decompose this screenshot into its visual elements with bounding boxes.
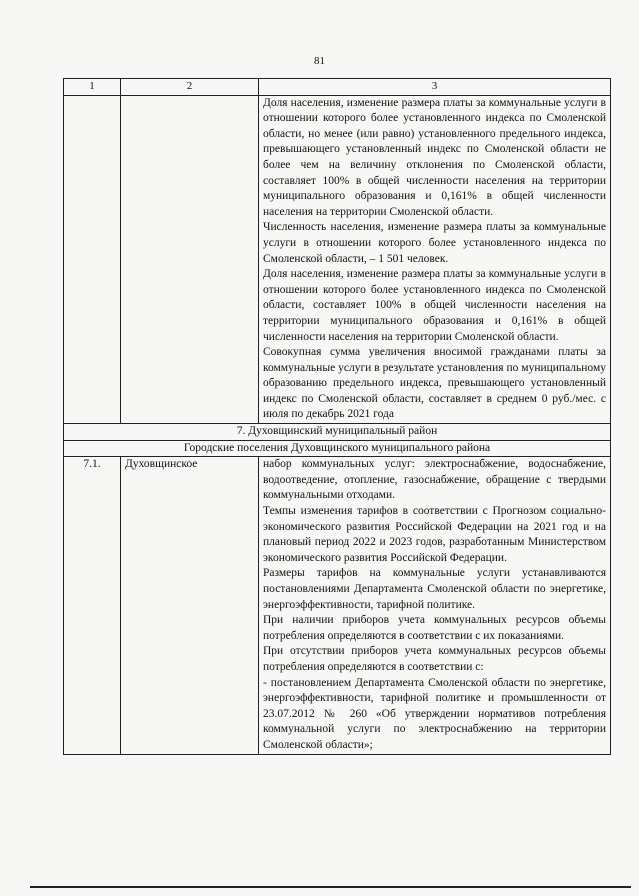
continued-cell-text	[259, 95, 611, 423]
paragraph: При отсутствии приборов учета коммунальных ресурсов объемы потребления определяются в соответствии с:	[263, 645, 606, 673]
column-header-2: 2	[121, 79, 259, 96]
paragraph: набор коммунальных услуг: электроснабжение, водоснабжение, водоотведение, отопление, газоснабжение, обращение с твердыми коммунальными отходами.	[263, 458, 606, 502]
page-number: 81	[314, 55, 325, 67]
paragraph: При наличии приборов учета коммунальных ресурсов объемы потребления определяются в соответствии с их показаниями.	[263, 614, 606, 642]
document-table	[63, 78, 611, 755]
column-header-1: 1	[64, 79, 121, 96]
subsection-row	[64, 440, 611, 457]
row-number: 7.1.	[64, 457, 121, 754]
table-row	[64, 457, 611, 754]
continued-row	[64, 95, 611, 423]
table-header-row	[64, 79, 611, 96]
paragraph: Численность населения, изменение размера платы за коммунальные услуги в отношении которого более установленного индекса по Смоленской области, – 1 501 человек.	[263, 221, 606, 265]
column-header-3: 3	[259, 79, 611, 96]
paragraph: Доля населения, изменение размера платы за коммунальные услуги в отношении которого более установленного индекса по Смоленской области, но менее (или равно) установленного предельного индекса, превышающего установленный индекс по Смоленской области не более чем на величину отклонения по Смоленской области, составляет 100% в общей численности населения на территории муниципального образования и 0,161% в общей численности населения на территории Смоленской области.	[263, 96, 606, 218]
section-title: 7. Духовщинский муниципальный район	[64, 424, 611, 441]
paragraph: Доля населения, изменение размера платы за коммунальные услуги в отношении которого более установленного индекса по Смоленской области, составляет 100% в общей численности населения на территории муниципального образования и 0,161% в общей численности населения на территории Смоленской области.	[263, 268, 606, 343]
paragraph: Размеры тарифов на коммунальные услуги устанавливаются постановлениями Департамента Смоленской области по энергетике, энергоэффективности, тарифной политике.	[263, 567, 606, 611]
continued-cell-number	[64, 95, 121, 423]
continued-cell-name	[121, 95, 259, 423]
page-bottom-rule	[30, 886, 631, 888]
row-description	[259, 457, 611, 754]
paragraph: - постановлением Департамента Смоленской области по энергетике, энергоэффективности, тарифной политике и промышленности от 23.07.2012 № 260 «Об утверждении нормативов потребления коммунальной услуги по электроснабжению на территории Смоленской области»;	[263, 676, 606, 751]
paragraph: Совокупная сумма увеличения вносимой гражданами платы за коммунальные услуги в результате установления по муниципальному образованию предельного индекса, превышающего установленный индекс по Смоленской области, составляет в среднем 0 руб./мес. с июля по декабрь 2021 года	[263, 346, 606, 421]
section-row	[64, 424, 611, 441]
subsection-title: Городские поселения Духовщинского муниципального района	[64, 440, 611, 457]
settlement-name: Духовщинское	[121, 457, 259, 754]
paragraph: Темпы изменения тарифов в соответствии с Прогнозом социально-экономического развития Российской Федерации на 2021 год и на плановый период 2022 и 2023 годов, разработанным Министерством экономического развития Российской Федерации.	[263, 505, 606, 564]
